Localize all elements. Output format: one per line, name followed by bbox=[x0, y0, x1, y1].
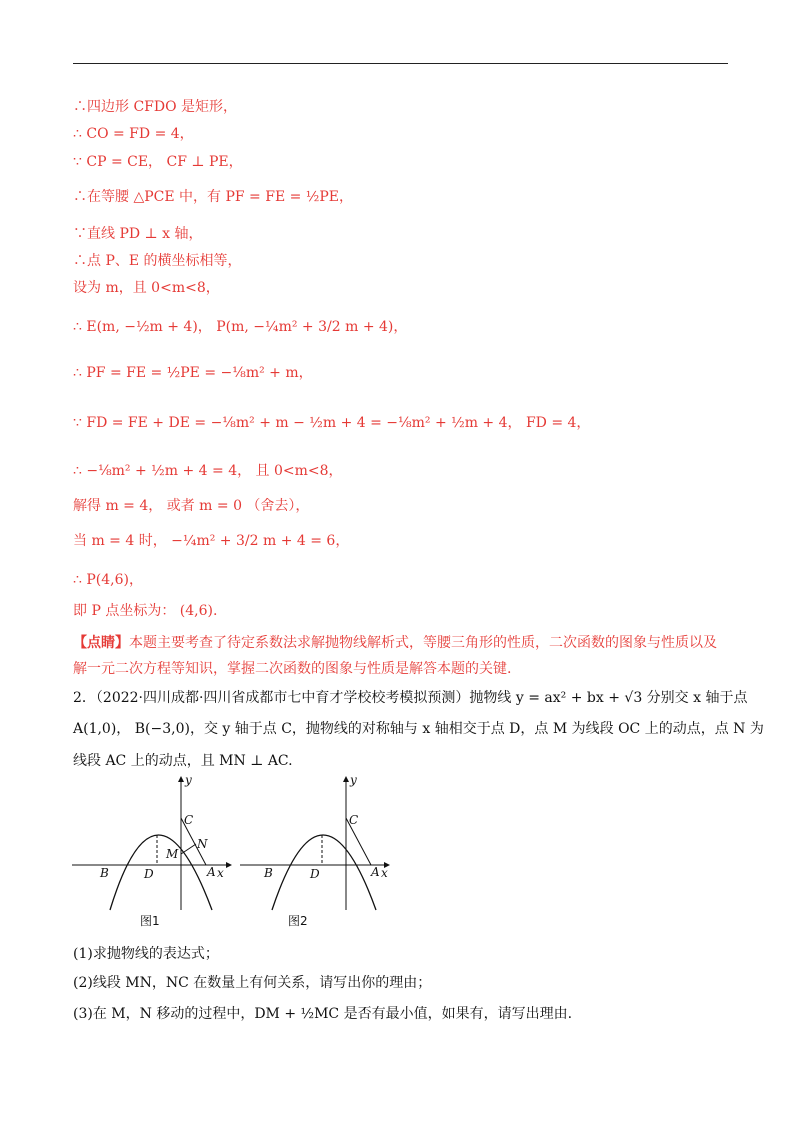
y-axis-arrow bbox=[178, 776, 184, 782]
solution-line: ∵直线 PD ⊥ x 轴， bbox=[73, 226, 203, 242]
question-1: (1)求抛物线的表达式； bbox=[73, 946, 219, 962]
solution-line: ∴ CO = FD = 4， bbox=[73, 126, 194, 142]
solution-line: ∵ FD = FE + DE = −⅛m² + m − ½m + 4 = −⅛m² + ½m + 4， FD = 4， bbox=[73, 415, 591, 431]
solution-line: ∴点 P、E 的横坐标相等， bbox=[73, 253, 242, 269]
solution-line: 设为 m，且 0<m<8， bbox=[73, 280, 220, 296]
parabola bbox=[272, 835, 376, 910]
label-b: B bbox=[100, 866, 109, 880]
comment-text: 本题主要考查了待定系数法求解抛物线解析式，等腰三角形的性质，二次函数的图象与性质以及 bbox=[129, 635, 717, 651]
label-m: M bbox=[166, 847, 179, 861]
label-c: C bbox=[184, 813, 194, 827]
y-axis-arrow bbox=[343, 776, 349, 782]
label-a: A bbox=[207, 865, 216, 879]
label-d: D bbox=[310, 867, 320, 881]
label-a: A bbox=[371, 865, 380, 879]
problem-line-3: 线段 AC 上的动点，且 MN ⊥ AC. bbox=[73, 753, 293, 769]
solution-line: 当 m = 4 时， −¼m² + 3/2 m + 4 = 6， bbox=[73, 533, 350, 549]
solution-line: ∵ CP = CE， CF ⊥ PE， bbox=[73, 154, 243, 170]
figure-1-caption: 图1 bbox=[140, 914, 160, 928]
label-y: y bbox=[185, 773, 192, 787]
comment-line-2: 解一元二次方程等知识，掌握二次函数的图象与性质是解答本题的关键. bbox=[73, 661, 512, 677]
figure-2-graph bbox=[238, 774, 408, 914]
segment-mn bbox=[181, 844, 196, 854]
label-n: N bbox=[197, 837, 208, 851]
label-c: C bbox=[349, 813, 359, 827]
label-x: x bbox=[217, 866, 224, 880]
solution-line: ∴ −⅛m² + ½m + 4 = 4， 且 0<m<8， bbox=[73, 463, 343, 479]
figure-2-caption: 图2 bbox=[288, 914, 308, 928]
solution-line: ∴四边形 CFDO 是矩形， bbox=[73, 99, 238, 115]
comment-line-1 bbox=[73, 634, 717, 652]
question-3: (3)在 M，N 移动的过程中，DM + ½MC 是否有最小值，如果有，请写出理由. bbox=[73, 1006, 573, 1022]
figure-1-graph bbox=[70, 774, 240, 914]
label-y: y bbox=[350, 773, 357, 787]
solution-line: ∴在等腰 △PCE 中，有 PF = FE = ½PE， bbox=[73, 189, 354, 205]
solution-line: ∴ PF = FE = ½PE = −⅛m² + m， bbox=[73, 365, 313, 381]
label-d: D bbox=[144, 867, 154, 881]
figure-1 bbox=[70, 774, 240, 914]
figure-2 bbox=[238, 774, 408, 914]
header-rule bbox=[73, 63, 728, 64]
label-b: B bbox=[264, 866, 273, 880]
comment-tag: 【点睛】 bbox=[73, 635, 129, 651]
problem-line-1: 2．（2022·四川成都·四川省成都市七中育才学校校考模拟预测）抛物线 y = ax² + bx + √3 分别交 x 轴于点 bbox=[73, 690, 748, 706]
solution-line: ∴ P(4,6)， bbox=[73, 572, 143, 588]
solution-line: ∴ E(m, −½m + 4)， P(m, −¼m² + 3/2 m + 4)， bbox=[73, 319, 408, 335]
solution-line: 即 P 点坐标为： (4,6). bbox=[73, 603, 218, 619]
x-axis-arrow bbox=[226, 862, 232, 868]
solution-line: 解得 m = 4， 或者 m = 0 （舍去）， bbox=[73, 498, 310, 514]
label-x: x bbox=[381, 866, 388, 880]
question-2: (2)线段 MN，NC 在数量上有何关系，请写出你的理由； bbox=[73, 975, 432, 991]
problem-line-2: A(1,0)， B(−3,0)，交 y 轴于点 C，抛物线的对称轴与 x 轴相交于点 D，点 M 为线段 OC 上的动点，点 N 为 bbox=[73, 721, 764, 737]
